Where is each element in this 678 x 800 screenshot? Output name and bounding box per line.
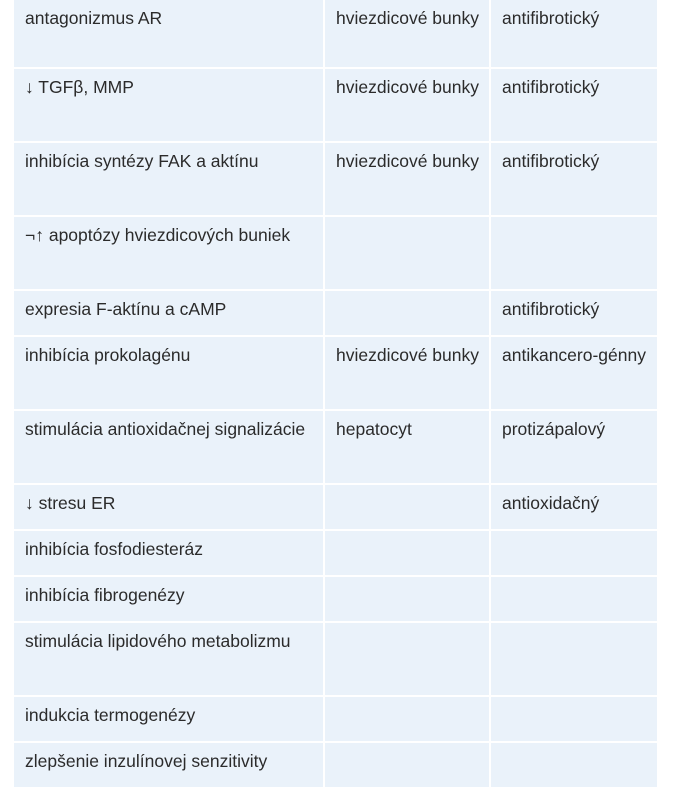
target-cell: hviezdicové bunky bbox=[325, 69, 491, 143]
mechanism-cell: expresia F-aktínu a cAMP bbox=[14, 291, 325, 337]
table-row bbox=[14, 531, 657, 577]
effect-cell bbox=[491, 697, 657, 743]
effect-cell bbox=[491, 743, 657, 789]
target-cell: hviezdicové bunky bbox=[325, 0, 491, 69]
table-row bbox=[14, 697, 657, 743]
mechanism-table bbox=[14, 0, 657, 789]
mechanism-cell: antagonizmus AR bbox=[14, 0, 325, 69]
target-cell bbox=[325, 217, 491, 291]
effect-cell: protizápalový bbox=[491, 411, 657, 485]
effect-cell: antifibrotický bbox=[491, 143, 657, 217]
table-row bbox=[14, 291, 657, 337]
effect-cell bbox=[491, 577, 657, 623]
effect-cell bbox=[491, 217, 657, 291]
table-row bbox=[14, 623, 657, 697]
table-row bbox=[14, 337, 657, 411]
table-row bbox=[14, 577, 657, 623]
effect-cell bbox=[491, 623, 657, 697]
target-cell: hepatocyt bbox=[325, 411, 491, 485]
table-row bbox=[14, 0, 657, 69]
target-cell bbox=[325, 743, 491, 789]
mechanism-cell: ¬↑ apoptózy hviezdicových buniek bbox=[14, 217, 325, 291]
mechanism-cell: inhibícia syntézy FAK a aktínu bbox=[14, 143, 325, 217]
mechanism-cell: indukcia termogenézy bbox=[14, 697, 325, 743]
mechanism-cell: ↓ stresu ER bbox=[14, 485, 325, 531]
mechanism-cell: inhibícia fosfodiesteráz bbox=[14, 531, 325, 577]
mechanism-cell: inhibícia fibrogenézy bbox=[14, 577, 325, 623]
table-row bbox=[14, 217, 657, 291]
target-cell: hviezdicové bunky bbox=[325, 337, 491, 411]
target-cell: hviezdicové bunky bbox=[325, 143, 491, 217]
mechanism-cell: stimulácia lipidového metabolizmu bbox=[14, 623, 325, 697]
effect-cell: antioxidačný bbox=[491, 485, 657, 531]
mechanism-cell: stimulácia antioxidačnej signalizácie bbox=[14, 411, 325, 485]
mechanism-cell: zlepšenie inzulínovej senzitivity bbox=[14, 743, 325, 789]
effect-cell: antifibrotický bbox=[491, 69, 657, 143]
effect-cell: antikancero-génny bbox=[491, 337, 657, 411]
table-row bbox=[14, 485, 657, 531]
table-row bbox=[14, 743, 657, 789]
target-cell bbox=[325, 577, 491, 623]
effect-cell: antifibrotický bbox=[491, 0, 657, 69]
target-cell bbox=[325, 485, 491, 531]
target-cell bbox=[325, 531, 491, 577]
target-cell bbox=[325, 697, 491, 743]
table-row bbox=[14, 411, 657, 485]
table-row bbox=[14, 143, 657, 217]
mechanism-cell: inhibícia prokolagénu bbox=[14, 337, 325, 411]
target-cell bbox=[325, 291, 491, 337]
mechanism-table-container bbox=[14, 0, 657, 789]
effect-cell: antifibrotický bbox=[491, 291, 657, 337]
target-cell bbox=[325, 623, 491, 697]
effect-cell bbox=[491, 531, 657, 577]
table-row bbox=[14, 69, 657, 143]
mechanism-cell: ↓ TGFβ, MMP bbox=[14, 69, 325, 143]
